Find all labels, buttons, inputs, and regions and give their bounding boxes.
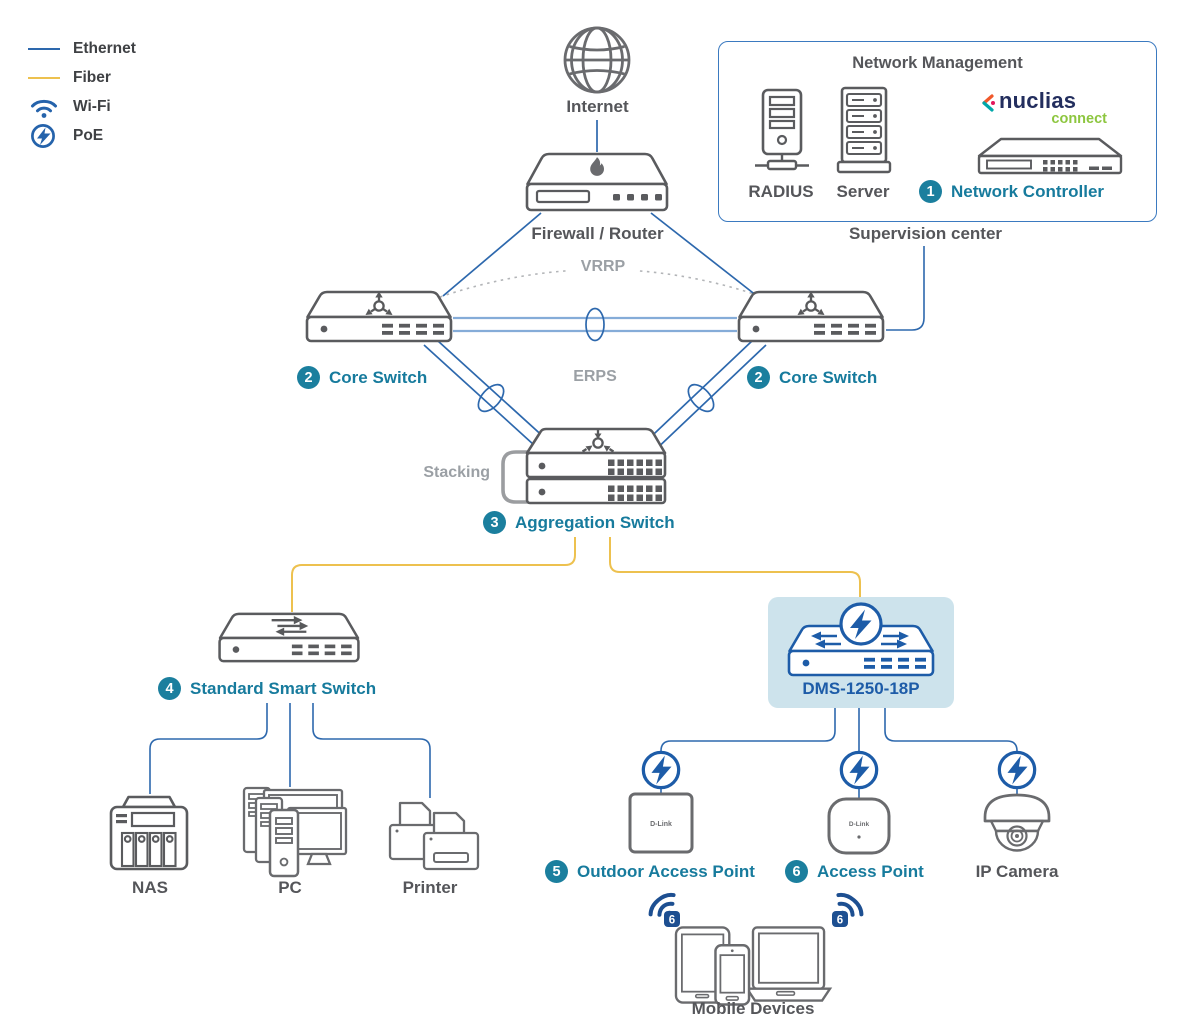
step-badge-6: 6 — [785, 860, 808, 883]
dms-1250-18p-block — [768, 597, 954, 708]
link-dms-outdoor-ap — [661, 708, 835, 793]
stacking-label: Stacking — [423, 464, 490, 481]
legend-row-fiber — [28, 63, 136, 92]
firewall-label: Firewall / Router — [531, 224, 664, 243]
dlink-brand-text: D-Link — [848, 821, 870, 828]
core-switch-right-caption — [747, 366, 877, 389]
firewall-router-icon — [523, 151, 671, 215]
outdoor-access-point-label: Outdoor Access Point — [577, 861, 755, 881]
wifi6-icon — [828, 889, 868, 929]
nuclias-brand-name: nuclias — [999, 88, 1077, 113]
wifi6-icon — [644, 889, 684, 929]
aggregation-switch-label: Aggregation Switch — [515, 512, 675, 532]
dms-label: DMS-1250-18P — [802, 679, 920, 698]
internet-label: Internet — [566, 97, 629, 116]
legend-row-wifi — [28, 92, 136, 121]
link-smart-nas — [150, 703, 267, 794]
lag-ellipse-left — [474, 380, 509, 416]
link-smart-printer — [313, 703, 430, 798]
step-badge-5: 5 — [545, 860, 568, 883]
step-badge-2: 2 — [297, 366, 320, 389]
nuclias-connect-logo — [977, 88, 1107, 127]
smart-switch-caption — [158, 677, 376, 700]
printer-label: Printer — [402, 878, 458, 897]
smart-switch-label: Standard Smart Switch — [190, 678, 377, 698]
network-management-panel — [718, 41, 1157, 222]
internet-globe-icon — [561, 24, 633, 96]
access-point-caption — [785, 860, 924, 883]
poe-icon — [996, 749, 1038, 791]
core-switch-left-label: Core Switch — [329, 367, 428, 387]
ethernet-line-swatch — [28, 48, 60, 50]
access-point-icon — [826, 796, 892, 856]
network-controller-label: Network Controller — [951, 181, 1105, 201]
supervision-center-label: Supervision center — [848, 224, 1003, 243]
core-switch-right-icon — [735, 289, 887, 345]
dlink-brand-text: D-Link — [650, 821, 672, 828]
pc-group-icon — [230, 786, 350, 878]
fiber-aggregation-dms — [610, 537, 860, 597]
step-badge-2: 2 — [747, 366, 770, 389]
network-controller-caption — [919, 180, 1104, 203]
aggregation-switch-icon — [516, 426, 680, 508]
radius-label: RADIUS — [748, 182, 814, 201]
legend — [28, 34, 136, 150]
core-switch-right-label: Core Switch — [779, 367, 878, 387]
legend-label: Fiber — [73, 68, 111, 86]
legend-label: PoE — [73, 126, 104, 144]
laptop-screen-icon — [753, 927, 824, 988]
vrrp-label: VRRP — [568, 258, 638, 276]
poe-icon — [28, 123, 60, 149]
nas-icon — [107, 793, 193, 875]
ip-camera-icon — [977, 789, 1057, 857]
mobile-devices-icon — [674, 925, 830, 1007]
poe-icon — [640, 749, 682, 791]
server-label: Server — [836, 182, 890, 201]
aggregation-switch-caption — [483, 511, 675, 534]
lag-ellipse-right — [684, 380, 719, 416]
access-point-label: Access Point — [817, 861, 924, 881]
core-switch-left-icon — [303, 289, 455, 345]
step-badge-3: 3 — [483, 511, 506, 534]
fiber-line-swatch — [28, 77, 60, 79]
link-core-core-pair — [453, 318, 737, 331]
step-badge-4: 4 — [158, 677, 181, 700]
mobile-devices-label: Mobile Devices — [691, 999, 815, 1018]
management-title: Network Management — [852, 54, 1023, 72]
pc-label: PC — [278, 878, 302, 897]
network-controller-icon — [969, 136, 1131, 178]
smart-switch-icon — [215, 611, 363, 665]
lag-ellipse-core — [586, 309, 604, 341]
ip-camera-label: IP Camera — [975, 862, 1059, 881]
outdoor-access-point-icon — [627, 791, 695, 855]
server-rack-icon — [835, 86, 893, 178]
link-supervision-core — [886, 246, 924, 330]
legend-label: Ethernet — [73, 39, 136, 57]
dms-poe-switch-icon — [785, 603, 937, 679]
wifi-icon — [28, 95, 60, 119]
nuclias-chevron-icon — [979, 93, 996, 113]
nas-label: NAS — [132, 878, 168, 897]
nuclias-brand-sub: connect — [1051, 111, 1107, 127]
wifi6-digit: 6 — [668, 914, 676, 927]
outdoor-access-point-caption — [545, 860, 755, 883]
legend-row-ethernet — [28, 34, 136, 63]
wifi6-digit: 6 — [836, 914, 844, 927]
poe-icon — [838, 749, 880, 791]
step-badge-1: 1 — [919, 180, 942, 203]
erps-label: ERPS — [573, 368, 617, 385]
core-switch-left-caption — [297, 366, 427, 389]
legend-row-poe — [28, 121, 136, 150]
legend-label: Wi-Fi — [73, 97, 111, 115]
radius-server-icon — [751, 88, 813, 174]
printer-icon — [384, 797, 480, 877]
fiber-aggregation-smart — [292, 537, 575, 612]
